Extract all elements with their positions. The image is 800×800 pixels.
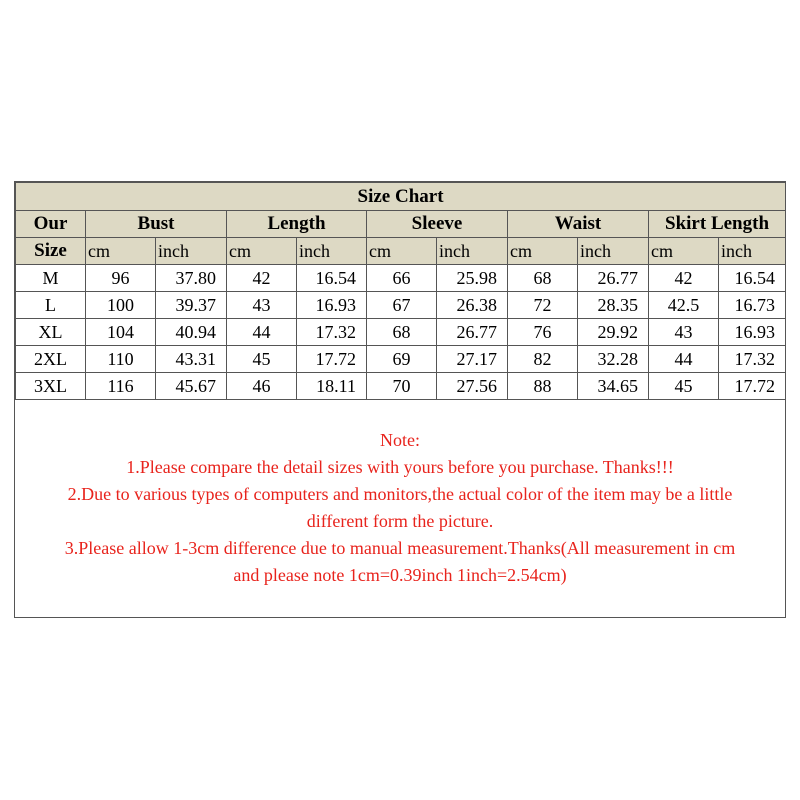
table-cell: 25.98 [437, 265, 508, 292]
note-line: and please note 1cm=0.39inch 1inch=2.54cm) [233, 565, 567, 585]
group-header-length: Length [227, 211, 367, 238]
note-line: 3.Please allow 1-3cm difference due to manual measurement.Thanks(All measurement in cm [64, 538, 736, 558]
table-cell: 18.11 [297, 373, 367, 400]
table-cell: 29.92 [578, 319, 649, 346]
table-cell: 16.54 [297, 265, 367, 292]
table-cell: 43.31 [156, 346, 227, 373]
note-line: 2.Due to various types of computers and monitors,the actual color of the item may be a little [67, 484, 733, 504]
table-cell: 45 [227, 346, 297, 373]
unit-header-cell: inch [578, 238, 649, 265]
table-cell: 37.80 [156, 265, 227, 292]
table-cell: 17.32 [719, 346, 786, 373]
table-cell: 96 [86, 265, 156, 292]
table-cell: 45 [649, 373, 719, 400]
group-header-row [16, 211, 786, 238]
our-size-header-top: Our [16, 211, 86, 238]
unit-header-cell: cm [367, 238, 437, 265]
table-cell: 26.77 [578, 265, 649, 292]
our-size-header-bottom: Size [16, 238, 86, 265]
title-row [16, 183, 786, 211]
table-row [16, 319, 786, 346]
size-label-cell: L [16, 292, 86, 319]
table-cell: 69 [367, 346, 437, 373]
size-label-cell: M [16, 265, 86, 292]
table-cell: 42 [649, 265, 719, 292]
table-cell: 16.93 [297, 292, 367, 319]
group-header-waist: Waist [508, 211, 649, 238]
table-row [16, 346, 786, 373]
size-chart-table [15, 182, 786, 400]
unit-header-cell: cm [649, 238, 719, 265]
group-header-sleeve: Sleeve [367, 211, 508, 238]
table-cell: 26.77 [437, 319, 508, 346]
size-label-cell: 2XL [16, 346, 86, 373]
unit-header-cell: cm [86, 238, 156, 265]
table-cell: 45.67 [156, 373, 227, 400]
table-cell: 42 [227, 265, 297, 292]
table-cell: 26.38 [437, 292, 508, 319]
table-cell: 76 [508, 319, 578, 346]
table-cell: 16.73 [719, 292, 786, 319]
table-cell: 66 [367, 265, 437, 292]
table-title: Size Chart [16, 183, 786, 211]
table-cell: 16.54 [719, 265, 786, 292]
table-cell: 68 [367, 319, 437, 346]
table-cell: 68 [508, 265, 578, 292]
note-line: different form the picture. [306, 511, 494, 531]
group-header-skirt-length: Skirt Length [649, 211, 786, 238]
unit-header-cell: inch [719, 238, 786, 265]
table-cell: 72 [508, 292, 578, 319]
table-cell: 32.28 [578, 346, 649, 373]
table-row [16, 373, 786, 400]
table-cell: 27.17 [437, 346, 508, 373]
table-cell: 43 [227, 292, 297, 319]
size-label-cell: XL [16, 319, 86, 346]
table-cell: 44 [649, 346, 719, 373]
group-header-bust: Bust [86, 211, 227, 238]
table-cell: 100 [86, 292, 156, 319]
unit-header-row [16, 238, 786, 265]
table-row [16, 265, 786, 292]
table-cell: 70 [367, 373, 437, 400]
table-cell: 17.72 [297, 346, 367, 373]
notes-section [15, 427, 785, 589]
note-line: 1.Please compare the detail sizes with yours before you purchase. Thanks!!! [126, 457, 674, 477]
table-cell: 17.32 [297, 319, 367, 346]
table-cell: 42.5 [649, 292, 719, 319]
table-cell: 104 [86, 319, 156, 346]
table-cell: 17.72 [719, 373, 786, 400]
unit-header-cell: inch [156, 238, 227, 265]
unit-header-cell: cm [508, 238, 578, 265]
table-cell: 46 [227, 373, 297, 400]
table-cell: 39.37 [156, 292, 227, 319]
table-cell: 16.93 [719, 319, 786, 346]
unit-header-cell: inch [297, 238, 367, 265]
table-cell: 44 [227, 319, 297, 346]
table-cell: 67 [367, 292, 437, 319]
unit-header-cell: cm [227, 238, 297, 265]
table-cell: 43 [649, 319, 719, 346]
table-cell: 110 [86, 346, 156, 373]
size-chart-panel [14, 181, 786, 618]
table-cell: 27.56 [437, 373, 508, 400]
unit-header-cell: inch [437, 238, 508, 265]
table-cell: 28.35 [578, 292, 649, 319]
table-row [16, 292, 786, 319]
size-label-cell: 3XL [16, 373, 86, 400]
note-heading: Note: [380, 430, 420, 450]
table-cell: 82 [508, 346, 578, 373]
table-cell: 40.94 [156, 319, 227, 346]
table-cell: 34.65 [578, 373, 649, 400]
table-cell: 88 [508, 373, 578, 400]
table-cell: 116 [86, 373, 156, 400]
